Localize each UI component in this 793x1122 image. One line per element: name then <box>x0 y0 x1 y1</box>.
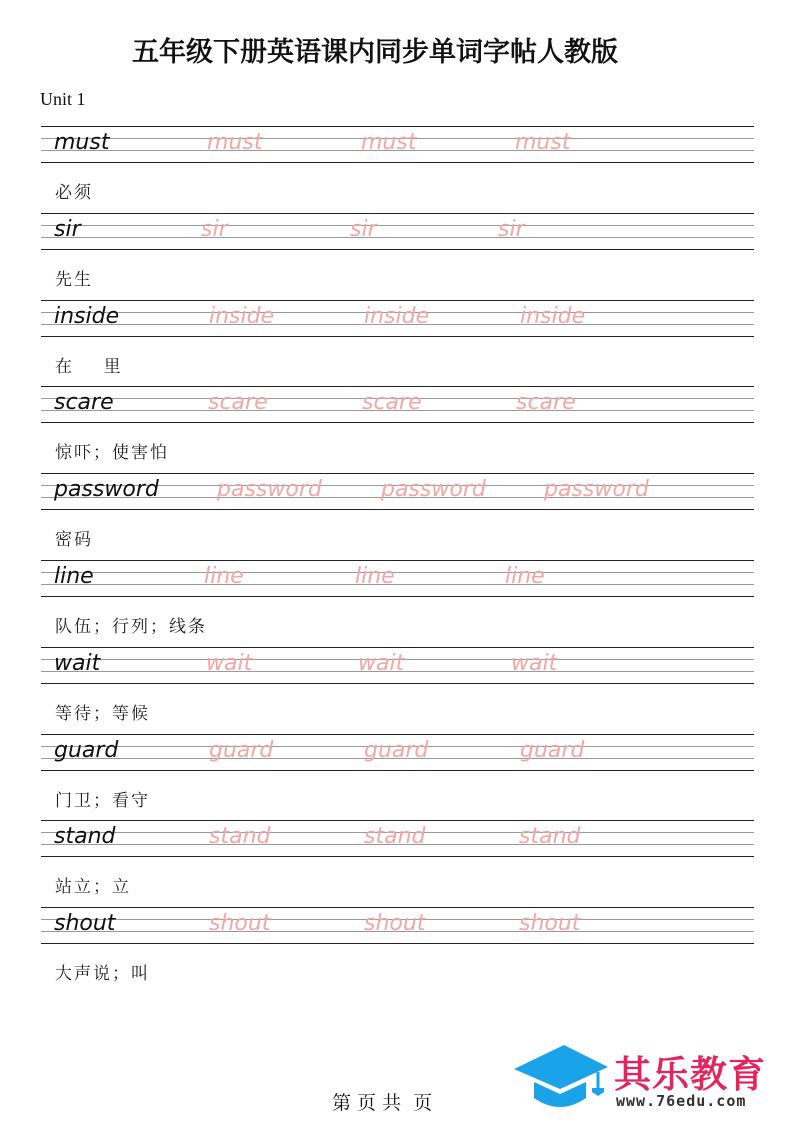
trace-word: stand <box>364 824 426 850</box>
trace-word: wait <box>206 650 253 676</box>
trace-word: shout <box>364 911 426 937</box>
trace-word: line <box>355 563 395 589</box>
trace-word: stand <box>209 824 271 850</box>
brand-url: www.76edu.com <box>616 1092 747 1110</box>
trace-word: guard <box>364 737 429 763</box>
word-text: line <box>54 563 94 589</box>
trace-word: wait <box>511 650 558 676</box>
word-meaning: 先生 <box>55 269 93 290</box>
word-meaning: 惊吓；使害怕 <box>55 443 169 464</box>
trace-word: shout <box>519 911 581 937</box>
word-meaning: 等待；等候 <box>55 703 150 724</box>
trace-word: inside <box>520 303 586 329</box>
word-meaning: 密码 <box>55 530 93 551</box>
trace-word: line <box>505 563 545 589</box>
trace-word: scare <box>516 390 576 416</box>
word-text: wait <box>54 650 101 676</box>
trace-word: password <box>544 477 649 503</box>
word-row <box>0 820 793 907</box>
word-text: sir <box>54 216 81 242</box>
trace-word: must <box>361 130 417 155</box>
word-meaning: 大声说；叫 <box>55 964 150 985</box>
writing-guide-lines <box>41 560 754 597</box>
word-meaning: 队伍；行列；线条 <box>55 616 207 637</box>
word-text: must <box>54 130 110 155</box>
word-text: stand <box>54 824 116 850</box>
word-text: inside <box>54 303 120 329</box>
trace-word: must <box>515 130 571 155</box>
word-text: guard <box>54 737 119 763</box>
trace-word: scare <box>362 390 422 416</box>
word-row <box>0 126 793 213</box>
trace-word: guard <box>520 737 585 763</box>
trace-word: shout <box>209 911 271 937</box>
graduation-cap-icon <box>512 1042 610 1116</box>
trace-word: sir <box>498 216 525 242</box>
trace-word: must <box>207 130 263 155</box>
writing-guide-lines <box>41 213 754 250</box>
trace-word: sir <box>201 216 228 242</box>
word-meaning: 在 里 <box>55 356 123 377</box>
trace-word: stand <box>519 824 581 850</box>
trace-word: inside <box>209 303 275 329</box>
word-practice-list <box>0 126 793 994</box>
word-row <box>0 473 793 560</box>
brand-name: 其乐教育 <box>614 1053 766 1096</box>
word-row <box>0 300 793 387</box>
word-row <box>0 560 793 647</box>
trace-word: wait <box>358 650 405 676</box>
trace-word: password <box>381 477 486 503</box>
trace-word: line <box>204 563 244 589</box>
word-row <box>0 734 793 821</box>
trace-word: password <box>217 477 322 503</box>
word-row <box>0 647 793 734</box>
trace-word: scare <box>208 390 268 416</box>
word-meaning: 门卫；看守 <box>55 790 150 811</box>
trace-word: inside <box>364 303 430 329</box>
brand-logo <box>512 1042 787 1116</box>
trace-word: sir <box>350 216 377 242</box>
word-row <box>0 907 793 994</box>
page-title: 五年级下册英语课内同步单词字帖人教版 <box>132 37 618 68</box>
word-text: scare <box>54 390 114 416</box>
word-text: password <box>54 477 159 503</box>
unit-label: Unit 1 <box>40 89 86 109</box>
word-meaning: 站立；立 <box>55 877 131 898</box>
word-meaning: 必须 <box>55 183 93 203</box>
page-footer: 第 页 共 页 <box>332 1092 433 1114</box>
word-row <box>0 386 793 473</box>
word-text: shout <box>54 911 116 937</box>
word-row <box>0 213 793 300</box>
trace-word: guard <box>209 737 274 763</box>
